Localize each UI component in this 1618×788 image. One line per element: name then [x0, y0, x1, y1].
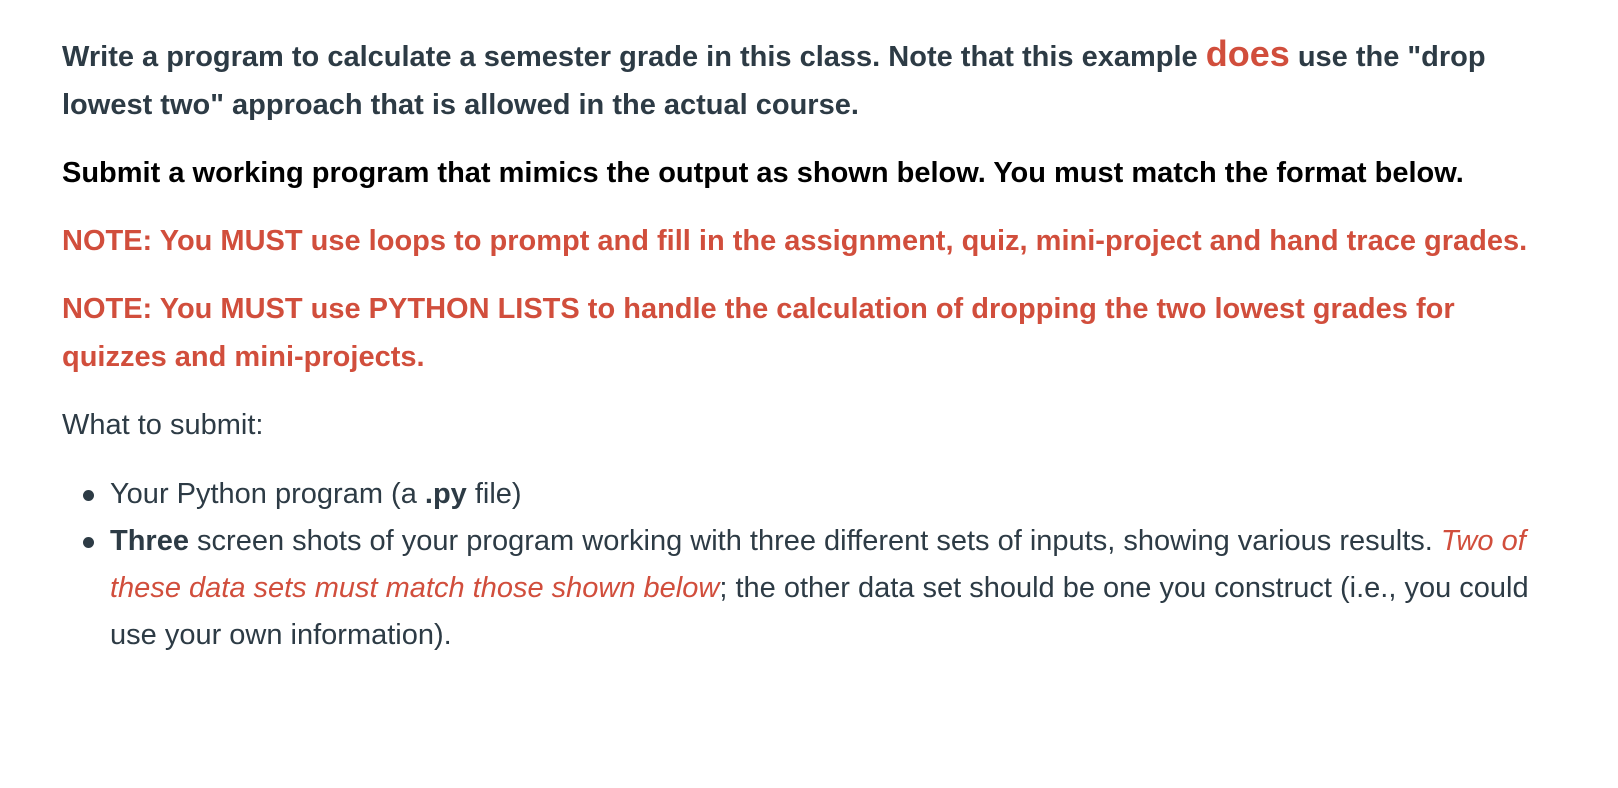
intro-paragraph: Write a program to calculate a semester grade in this class. Note that this example does use the "drop lowest two" approach that is allowed in the actual course. [62, 33, 1486, 121]
list-item: Three screen shots of your program working with three different sets of inputs, showing various results. Two of these data sets must match those shown below; the other data set should be one you construct (i.e., you could use your own information). [110, 518, 1542, 659]
bullet-icon [83, 537, 94, 548]
bullet-icon [83, 490, 94, 501]
submit-instruction: Submit a working program that mimics the output as shown below. You must match the format below. [62, 157, 1464, 189]
emphasis-does: does [1205, 33, 1290, 74]
note-loops: NOTE: You MUST use loops to prompt and fill in the assignment, quiz, mini-project and hand trace grades. [62, 225, 1528, 257]
note-python-lists: NOTE: You MUST use PYTHON LISTS to handle the calculation of dropping the two lowest grades for quizzes and mini-projects. [62, 293, 1455, 373]
data-sets-requirement: Two of these data sets must match those shown below [110, 525, 1526, 604]
submission-list [62, 471, 1542, 659]
assignment-description [62, 30, 1542, 659]
what-to-submit-heading: What to submit: [62, 409, 264, 441]
list-item: Your Python program (a .py file) [110, 471, 1542, 518]
